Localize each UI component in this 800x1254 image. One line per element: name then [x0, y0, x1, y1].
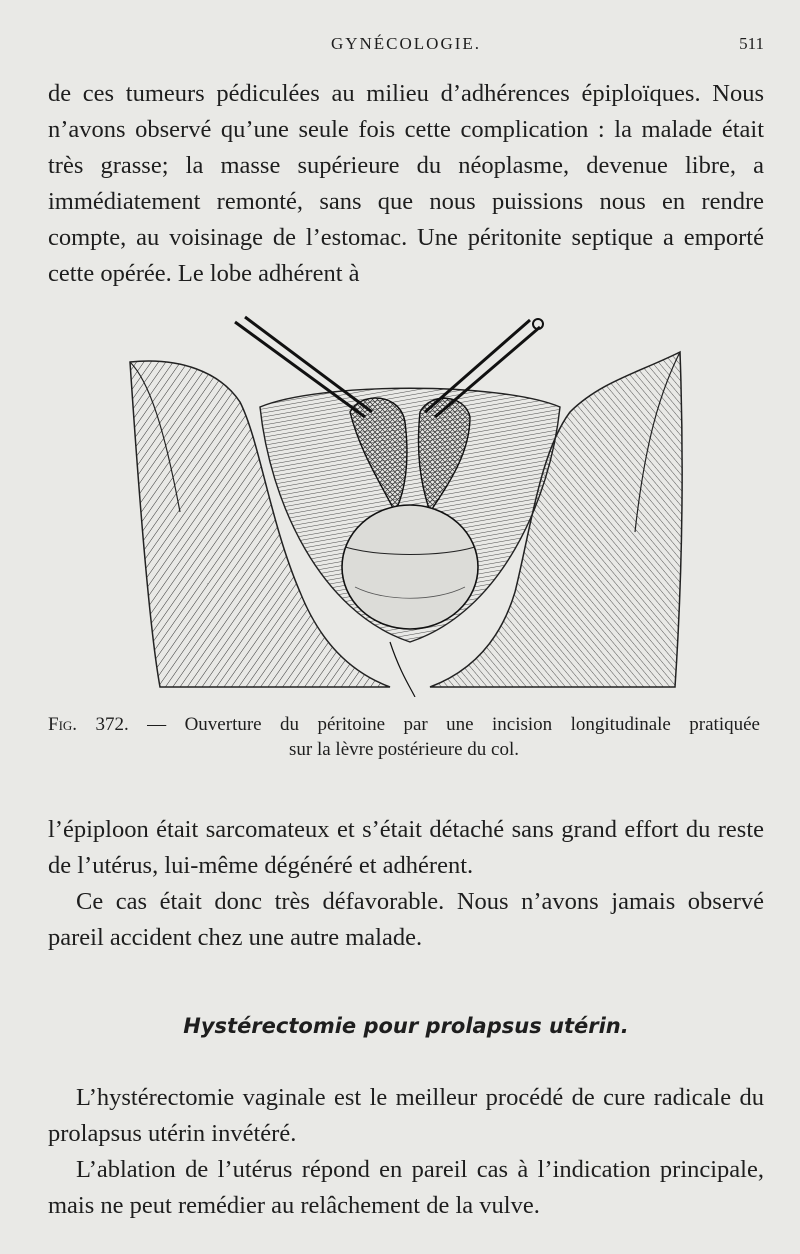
surgical-illustration: [120, 312, 690, 697]
paragraph-hysterectomy: L’hystérectomie vaginale est le meilleur procédé de cure radicale du prolapsus utérin invétéré.: [48, 1084, 764, 1147]
running-head: [48, 34, 764, 58]
page-number: 511: [739, 34, 764, 53]
paragraph-case: Ce cas était donc très défavorable. Nous n’avons jamais observé pareil accident chez une autre malade.: [48, 888, 764, 951]
paragraph-continuation: l’épiploon était sarcomateux et s’était détaché sans grand effort du reste de l’utérus, lui-même dégénéré et adhérent.: [48, 816, 764, 879]
running-title: GYNÉCOLOGIE.: [330, 34, 482, 53]
paragraph-opening: de ces tumeurs pédiculées au milieu d’adhérences épiploïques. Nous n’avons observé qu’une seule fois cette complication : la malade était très grasse; la masse supérieure du néoplasme, devenue libre, a immédiatement remonté, sans que nous puissions nous en rendre compte, au voisinage de l’estomac. Une péritonite septique a emporté cette opérée. Le lobe adhérent à: [48, 80, 764, 287]
figure-caption: [48, 712, 760, 762]
section-heading: Hystérectomie pour prolapsus utérin.: [183, 1014, 629, 1038]
caption-line-1: [48, 712, 760, 737]
figure-label: Fig. 372.: [48, 714, 129, 735]
caption-text-1: — Ouverture du péritoine par une incision longitudinale pratiquée: [147, 714, 760, 735]
paragraph-ablation: L’ablation de l’utérus répond en pareil cas à l’indication principale, mais ne peut remédier au relâchement de la vulve.: [48, 1156, 764, 1219]
caption-line-2: sur la lèvre postérieure du col.: [288, 739, 520, 760]
